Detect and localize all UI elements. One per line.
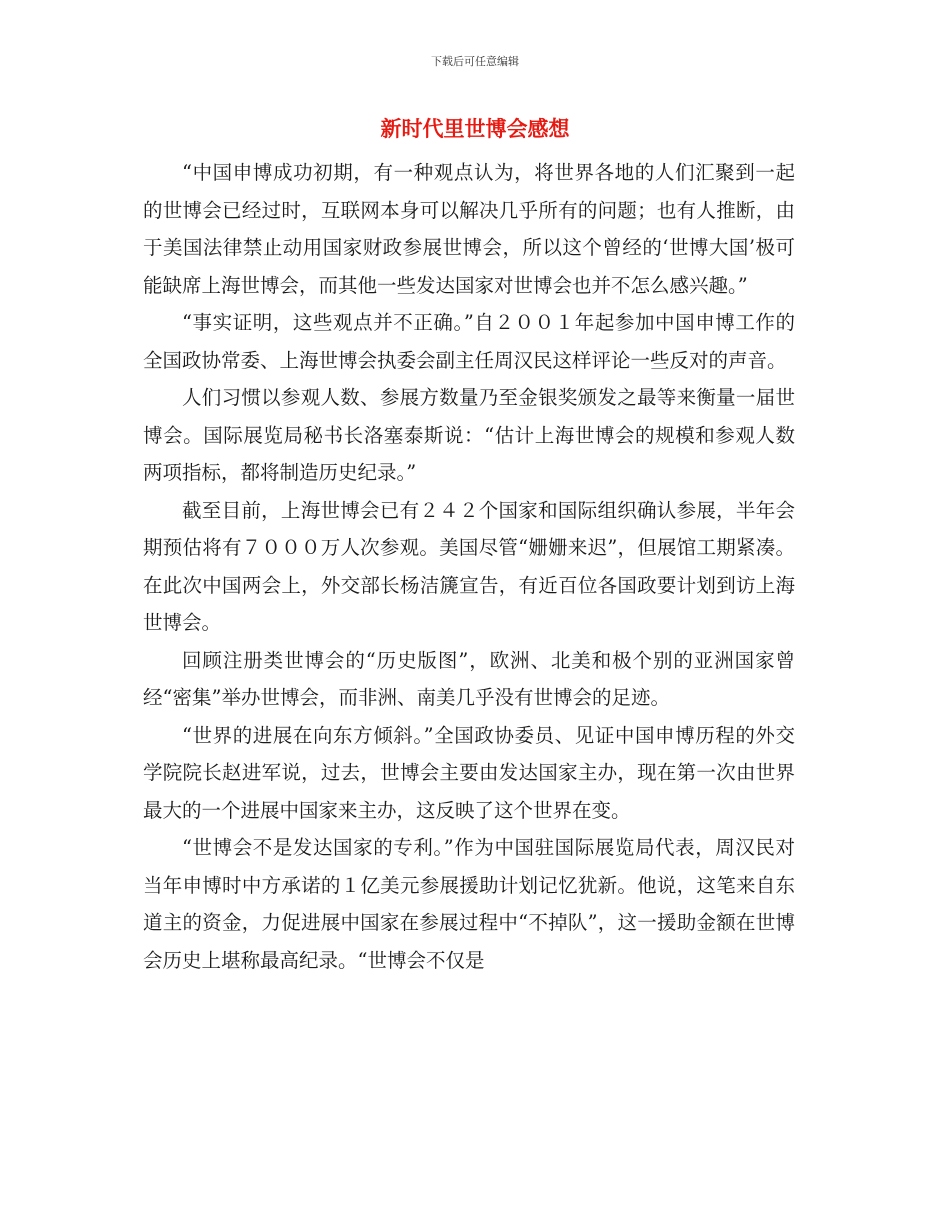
paragraph: “世界的进展在向东方倾斜。”全国政协委员、见证中国申博历程的外交学院院长赵进军说，过去，世博会主要由发达国家主办，现在第一次由世界最大的一个进展中国家来主办，这反映了这个世界在变。 — [143, 723, 795, 822]
page-header: 下载后可任意编辑 — [431, 55, 519, 68]
paragraph: “中国申博成功初期，有一种观点认为，将世界各地的人们汇聚到一起的世博会已经过时，互联网本身可以解决几乎所有的问题；也有人推断，由于美国法律禁止动用国家财政参展世博会，所以这个曾经的‘世博大国’极可能缺席上海世博会，而其他一些发达国家对世博会也并不怎么感兴趣。” — [143, 161, 795, 297]
document-title: 新时代里世博会感想 — [380, 117, 570, 141]
paragraph: “世博会不是发达国家的专利。”作为中国驻国际展览局代表，周汉民对当年申博时中方承诺的１亿美元参展援助计划记忆犹新。他说，这笔来自东道主的资金，力促进展中国家在参展过程中“不掉队”，这一援助金额在世博会历史上堪称最高纪录。“世博会不仅是 — [143, 836, 795, 972]
document-body — [143, 154, 795, 979]
paragraph: 截至目前，上海世博会已有２４２个国家和国际组织确认参展，半年会期预估将有７０００万人次参观。美国尽管“姗姗来迟”，但展馆工期紧凑。在此次中国两会上，外交部长杨洁篪宣告，有近百位各国政要计划到访上海世博会。 — [143, 498, 795, 634]
paragraph: “事实证明，这些观点并不正确。”自２００１年起参加中国申博工作的全国政协常委、上海世博会执委会副主任周汉民这样评论一些反对的声音。 — [143, 311, 795, 372]
paragraph: 回顾注册类世博会的“历史版图”，欧洲、北美和极个别的亚洲国家曾经“密集”举办世博会，而非洲、南美几乎没有世博会的足迹。 — [143, 648, 795, 709]
paragraph: 人们习惯以参观人数、参展方数量乃至金银奖颁发之最等来衡量一届世博会。国际展览局秘书长洛塞泰斯说：“估计上海世博会的规模和参观人数两项指标，都将制造历史纪录。” — [143, 386, 795, 484]
